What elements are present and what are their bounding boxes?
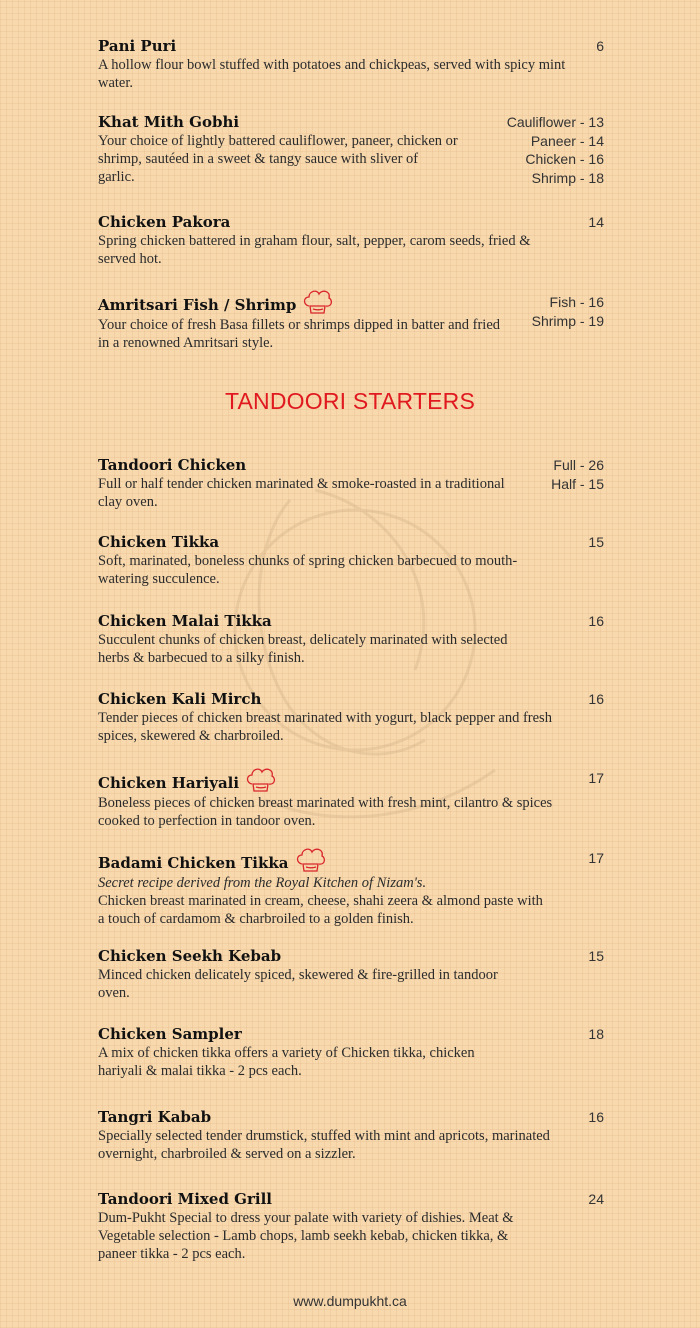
item-name: Pani Puri xyxy=(98,37,177,55)
item-name: Tandoori Mixed Grill xyxy=(98,1190,272,1208)
item-price: 16 xyxy=(588,1109,604,1125)
menu-item xyxy=(98,612,604,667)
item-name: Chicken Kali Mirch xyxy=(98,690,262,708)
item-name: Chicken Malai Tikka xyxy=(98,612,272,630)
item-price: 24 xyxy=(588,1191,604,1207)
chef-hat-icon xyxy=(243,764,277,794)
item-description: Soft, marinated, boneless chunks of spring chicken barbecued to mouth-watering succulence. xyxy=(98,553,518,587)
item-description: Full or half tender chicken marinated & smoke-roasted in a traditional clay oven. xyxy=(98,476,505,510)
item-prices xyxy=(532,293,604,330)
item-name: Chicken Sampler xyxy=(98,1025,242,1043)
item-description: Dum-Pukht Special to dress your palate with variety of dishies. Meat & Vegetable selection - Lamb chops, lamb seekh kebab, chicken tikka, & paneer tikka - 2 pcs each. xyxy=(98,1210,514,1262)
item-description: Specially selected tender drumstick, stuffed with mint and apricots, marinated overnight, charbroiled & served on a sizzler. xyxy=(98,1128,550,1162)
item-description: Your choice of lightly battered cauliflower, paneer, chicken or shrimp, sautéed in a sweet & tangy sauce with sliver of garlic. xyxy=(98,133,458,185)
price-option: Paneer - 14 xyxy=(530,132,604,149)
price-option: Chicken - 16 xyxy=(525,151,604,167)
item-prices xyxy=(551,456,604,493)
item-description: Succulent chunks of chicken breast, delicately marinated with selected herbs & barbecued to a silky finish. xyxy=(98,632,508,666)
item-description: Boneless pieces of chicken breast marinated with fresh mint, cilantro & spices cooked to perfection in tandoor oven. xyxy=(98,795,553,829)
item-name: Tangri Kabab xyxy=(98,1108,212,1126)
menu-item xyxy=(98,947,604,1002)
chef-hat-icon xyxy=(300,286,334,316)
menu-item xyxy=(98,1025,604,1080)
item-name: Chicken Tikka xyxy=(98,533,220,551)
price-option: Cauliflower - 13 xyxy=(506,114,604,130)
item-description: Minced chicken delicately spiced, skewered & fire-grilled in tandoor oven. xyxy=(98,967,498,1001)
item-price: 17 xyxy=(588,850,604,866)
item-description: A hollow flour bowl stuffed with potatoes and chickpeas, served with spicy mint water. xyxy=(98,57,566,91)
menu-item xyxy=(98,690,604,745)
item-name: Chicken Pakora xyxy=(98,213,231,231)
item-price: 6 xyxy=(596,38,604,54)
price-option: Shrimp - 18 xyxy=(531,169,604,186)
menu-item xyxy=(98,213,604,268)
menu-item xyxy=(98,1108,604,1163)
item-note: Secret recipe derived from the Royal Kitchen of Nizam's. xyxy=(98,875,427,891)
price-option: Half - 15 xyxy=(551,475,604,492)
menu-item xyxy=(98,533,604,588)
item-description: Tender pieces of chicken breast marinated with yogurt, black pepper and fresh spices, skewered & charbroiled. xyxy=(98,710,552,744)
menu-item xyxy=(98,113,604,186)
item-description: A mix of chicken tikka offers a variety of Chicken tikka, chicken hariyali & malai tikka - 2 pcs each. xyxy=(98,1045,475,1079)
website-url[interactable]: www.dumpukht.ca xyxy=(293,1293,407,1309)
menu-item xyxy=(98,764,604,830)
chef-hat-icon xyxy=(293,844,327,874)
item-price: 15 xyxy=(588,948,604,964)
menu-item xyxy=(98,456,604,511)
item-price: 15 xyxy=(588,534,604,550)
item-name: Amritsari Fish / Shrimp xyxy=(98,296,297,314)
item-name: Khat Mith Gobhi xyxy=(98,113,240,131)
menu-item xyxy=(98,286,604,352)
price-option: Fish - 16 xyxy=(549,294,604,310)
section-title: TANDOORI STARTERS xyxy=(224,388,476,414)
item-description: Chicken breast marinated in cream, cheese, shahi zeera & almond paste with a touch of cardamom & charbroiled to a golden finish. xyxy=(98,893,543,927)
item-price: 14 xyxy=(588,214,604,230)
menu-item xyxy=(98,37,604,92)
item-prices xyxy=(507,113,604,187)
item-name: Tandoori Chicken xyxy=(98,456,247,474)
item-name: Chicken Hariyali xyxy=(98,774,240,792)
item-name: Chicken Seekh Kebab xyxy=(98,947,282,965)
item-name: Badami Chicken Tikka xyxy=(98,854,289,872)
item-description: Spring chicken battered in graham flour, salt, pepper, carom seeds, fried & served hot. xyxy=(98,233,531,267)
menu-item xyxy=(98,1190,604,1263)
item-price: 16 xyxy=(588,691,604,707)
item-description: Your choice of fresh Basa fillets or shrimps dipped in batter and fried in a renowned Amritsari style. xyxy=(98,317,501,351)
item-price: 18 xyxy=(588,1026,604,1042)
item-price: 16 xyxy=(588,613,604,629)
price-option: Full - 26 xyxy=(553,457,604,473)
menu-item xyxy=(98,844,604,928)
item-price: 17 xyxy=(588,770,604,786)
price-option: Shrimp - 19 xyxy=(531,312,604,329)
